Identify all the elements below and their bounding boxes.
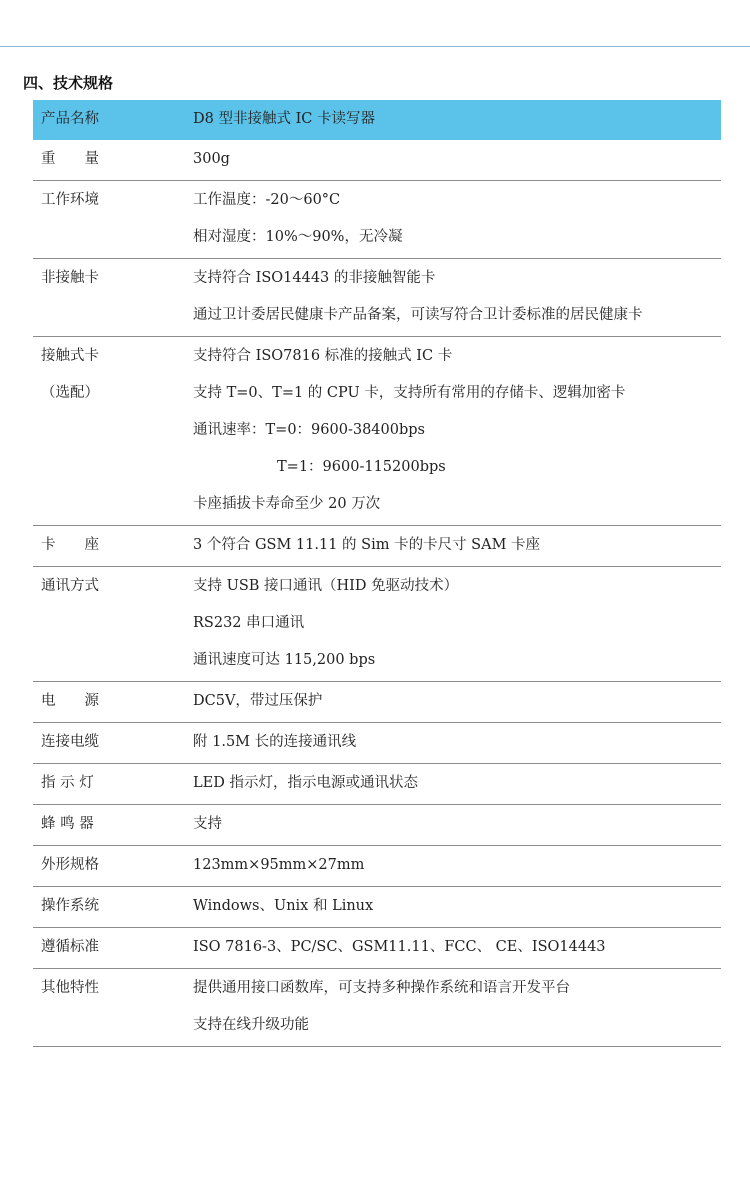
spec-row xyxy=(33,181,721,259)
spec-value: T=1：9600-115200bps xyxy=(277,459,446,475)
spec-value: 工作温度：-20～60°C xyxy=(193,192,341,208)
spec-value: ISO 7816-3、PC/SC、GSM11.11、FCC、 CE、ISO14443 xyxy=(193,939,606,955)
spec-value: 通讯速度可达 115,200 bps xyxy=(193,652,376,668)
spec-rows xyxy=(33,140,721,1047)
spec-label: 指 示 灯 xyxy=(41,775,94,791)
spec-row xyxy=(33,887,721,928)
spec-value: 123mm×95mm×27mm xyxy=(193,857,365,873)
spec-row xyxy=(33,764,721,805)
spec-row xyxy=(33,140,721,181)
spec-value: 300g xyxy=(193,151,230,167)
header-value: D8 型非接触式 IC 卡读写器 xyxy=(193,111,375,127)
spec-row xyxy=(33,846,721,887)
spec-label: 电 源 xyxy=(41,693,99,709)
spec-row xyxy=(33,723,721,764)
section-heading: 四、技术规格 xyxy=(23,74,114,92)
header-label: 产品名称 xyxy=(41,111,99,127)
spec-label: 通讯方式 xyxy=(41,578,99,594)
spec-value: 相对湿度：10%～90%，无冷凝 xyxy=(193,229,403,245)
spec-value: RS232 串口通讯 xyxy=(193,615,305,631)
spec-value: 通讯速率：T=0：9600-38400bps xyxy=(193,422,425,438)
spec-label: 非接触卡 xyxy=(41,270,99,286)
spec-label: 操作系统 xyxy=(41,898,99,914)
spec-value: 附 1.5M 长的连接通讯线 xyxy=(193,734,357,750)
spec-row xyxy=(33,337,721,526)
spec-label: 连接电缆 xyxy=(41,734,99,750)
spec-value: 支持 T=0、T=1 的 CPU 卡，支持所有常用的存储卡、逻辑加密卡 xyxy=(193,385,626,401)
spec-row xyxy=(33,969,721,1047)
spec-value: 支持符合 ISO7816 标准的接触式 IC 卡 xyxy=(193,348,453,364)
top-rule xyxy=(0,46,750,47)
spec-row xyxy=(33,928,721,969)
spec-value: Windows、Unix 和 Linux xyxy=(193,898,374,914)
spec-value: 支持符合 ISO14443 的非接触智能卡 xyxy=(193,270,436,286)
spec-value: 支持 xyxy=(193,816,222,832)
spec-label: 重 量 xyxy=(41,151,99,167)
spec-table xyxy=(33,100,721,1047)
spec-value: 支持 USB 接口通讯（HID 免驱动技术） xyxy=(193,578,459,594)
spec-row xyxy=(33,526,721,567)
spec-value: 卡座插拔卡寿命至少 20 万次 xyxy=(193,496,381,512)
spec-row xyxy=(33,805,721,846)
spec-row xyxy=(33,259,721,337)
spec-label: （选配） xyxy=(41,385,99,401)
spec-label: 其他特性 xyxy=(41,980,99,996)
spec-value: LED 指示灯，指示电源或通讯状态 xyxy=(193,775,418,791)
spec-label: 蜂 鸣 器 xyxy=(41,816,94,832)
spec-value: 支持在线升级功能 xyxy=(193,1017,309,1033)
spec-table-header xyxy=(33,100,721,140)
spec-value: 通过卫计委居民健康卡产品备案，可读写符合卫计委标准的居民健康卡 xyxy=(193,307,643,323)
spec-label: 外形规格 xyxy=(41,857,99,873)
spec-label: 工作环境 xyxy=(41,192,99,208)
spec-label: 接触式卡 xyxy=(41,348,99,364)
spec-row xyxy=(33,567,721,682)
spec-value: 3 个符合 GSM 11.11 的 Sim 卡的卡尺寸 SAM 卡座 xyxy=(193,537,541,553)
spec-value: DC5V，带过压保护 xyxy=(193,693,323,709)
spec-label: 卡 座 xyxy=(41,537,99,553)
spec-label: 遵循标准 xyxy=(41,939,99,955)
spec-row xyxy=(33,682,721,723)
spec-value: 提供通用接口函数库，可支持多种操作系统和语言开发平台 xyxy=(193,980,570,996)
